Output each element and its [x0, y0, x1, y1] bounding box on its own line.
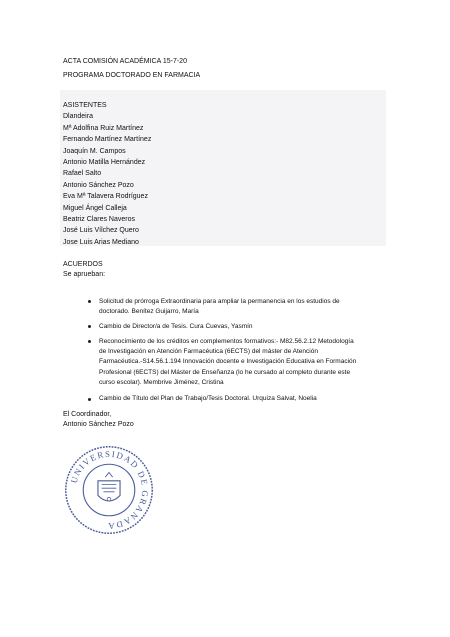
- attendee-name: Beatriz Clares Naveros: [63, 216, 135, 224]
- attendee-name: Antonio Matilla Hernández: [63, 159, 146, 167]
- bullet-icon: [88, 300, 91, 303]
- attendee-name: Miguel Ángel Calleja: [63, 204, 127, 212]
- seal-text: UNIVERSIDAD DE GRANADA: [68, 448, 151, 532]
- attendee-name: Fernando Martínez Martínez: [63, 136, 152, 144]
- signature-role: El Coordinador,: [63, 411, 112, 418]
- attendee-name: Mª Adolfina Ruiz Martínez: [63, 124, 144, 132]
- university-seal-icon: [63, 444, 155, 536]
- bullet-icon: [88, 325, 91, 328]
- agreement-line: Profesional (6ECTS) del Máster de Enseñanza (lo he cursado al completo durante este: [99, 368, 351, 376]
- agreement-line: Farmacéutica.-S14.56.1.194 Innovación docente e Investigación Educativa en Formación: [99, 358, 357, 366]
- agreements-list: [86, 297, 376, 409]
- attendee-name: Rafael Salto: [63, 170, 102, 178]
- agreement-item: [86, 337, 376, 388]
- attendees-block: [63, 100, 151, 248]
- attendee-name: José Luis Vílchez Quero: [63, 227, 139, 235]
- agreement-line: de Investigación en Atención Farmacéutica (6ECTS) del máster de Atención: [99, 348, 318, 356]
- attendee-name: Jose Luis Arias Mediano: [63, 238, 139, 246]
- agreement-item: [86, 322, 376, 332]
- attendee-name: Antonio Sánchez Pozo: [63, 181, 134, 189]
- acta-title: ACTA COMISIÓN ACADÉMICA 15-7-20: [63, 58, 187, 65]
- attendee-name: Dlandeira: [63, 113, 93, 121]
- agreement-item: [86, 297, 376, 318]
- attendees-heading: ASISTENTES: [63, 102, 107, 109]
- bullet-icon: [88, 398, 91, 401]
- program-title: PROGRAMA DOCTORADO EN FARMACIA: [63, 72, 201, 79]
- agreement-line: Cambio de Director/a de Tesis. Cura Cuevas, Yasmín: [99, 323, 253, 331]
- signature-name: Antonio Sánchez Pozo: [63, 421, 134, 428]
- agreement-line: Reconocimiento de los créditos en complementos formativos:- M82.56.2.12 Metodología: [99, 337, 354, 345]
- agreement-item: [86, 394, 376, 404]
- attendee-name: Joaquín M. Campos: [63, 147, 126, 155]
- seal-emblem: [98, 473, 120, 502]
- bullet-icon: [88, 340, 91, 343]
- agreement-line: Cambio de Título del Plan de Trabajo/Tesis Doctoral. Urquiza Salvat, Noelia: [99, 395, 317, 403]
- agreement-line: Solicitud de prórroga Extraordinaria para ampliar la permanencia en los estudios de: [99, 298, 340, 305]
- agreements-intro: Se aprueban:: [63, 271, 106, 278]
- agreements-heading: ACUERDOS: [63, 261, 103, 268]
- agreement-line: doctorado. Benítez Guijarro, María: [99, 308, 199, 316]
- agreement-line: curso escolar). Membrive Jiménez, Cristina: [99, 379, 224, 387]
- attendee-name: Eva Mª Talavera Rodríguez: [63, 193, 148, 201]
